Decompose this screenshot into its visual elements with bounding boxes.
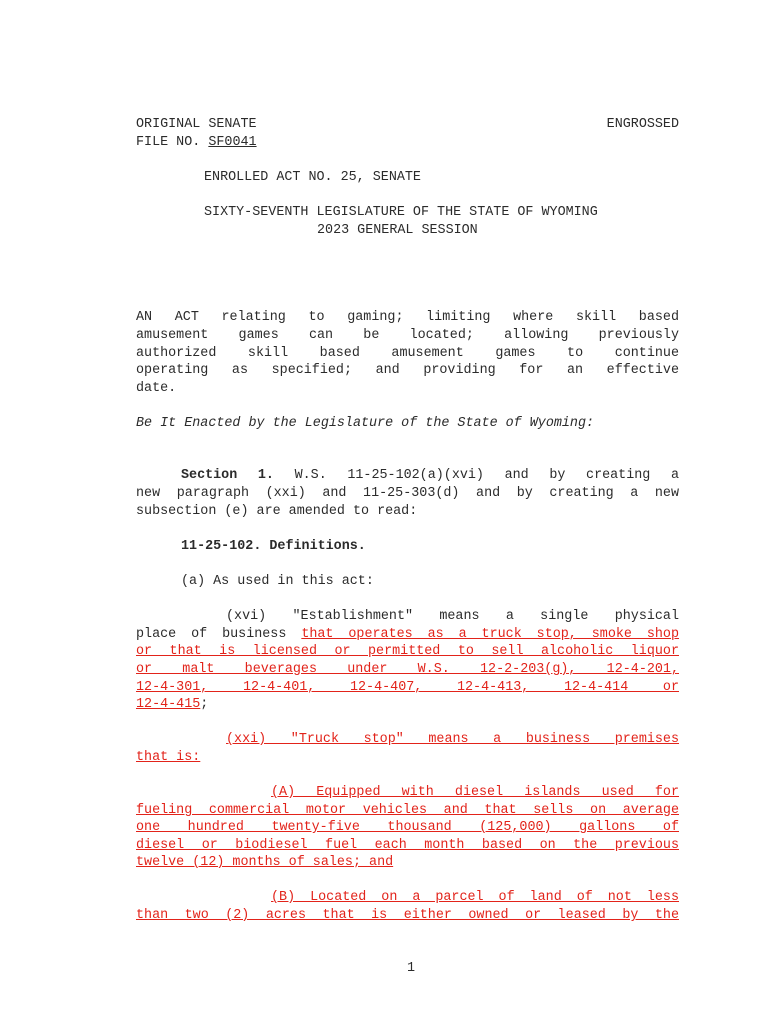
para-xvi-line-2: place of business that operates as a truck stop, smoke shop — [136, 627, 680, 642]
item-b-line-2: than two (2) acres that is either owned or leased by the — [136, 908, 679, 923]
file-number-line — [136, 134, 257, 152]
amendment-text: that operates as a truck stop, smoke shop — [301, 627, 680, 642]
file-number: SF0041 — [208, 135, 257, 150]
title-line-2: amusement games can be located; allowing previously — [136, 328, 679, 343]
para-xvi-line-5: 12-4-301, 12-4-401, 12-4-407, 12-4-413, 12-4-414 or — [136, 680, 679, 695]
item-a-line-3: one hundred twenty-five thousand (125,000) gallons of — [136, 820, 679, 835]
page-number: 1 — [407, 961, 416, 976]
para-xxi-line-1: (xxi) "Truck stop" means a business premises — [226, 732, 679, 747]
file-prefix: FILE NO. — [136, 135, 201, 150]
legislature-line: SIXTY-SEVENTH LEGISLATURE OF THE STATE OF WYOMING — [204, 205, 598, 220]
item-a-line-4: diesel or biodiesel fuel each month based on the previous — [136, 838, 679, 853]
title-line-1: AN ACT relating to gaming; limiting where skill based — [136, 310, 679, 325]
original-senate-label: ORIGINAL SENATE — [136, 117, 257, 132]
title-line-4: operating as specified; and providing for an effective — [136, 363, 679, 378]
subsection-a: (a) As used in this act: — [181, 574, 374, 589]
item-a-line-2: fueling commercial motor vehicles and that sells on average — [136, 803, 679, 818]
title-line-3: authorized skill based amusement games to continue — [136, 346, 679, 361]
item-a-line-1: (A) Equipped with diesel islands used for — [271, 785, 679, 800]
item-b-line-1: (B) Located on a parcel of land of not less — [271, 890, 679, 905]
para-xxi-line-2: that is: — [136, 750, 201, 765]
session-line: 2023 GENERAL SESSION — [317, 223, 478, 238]
para-xvi-line-3: or that is licensed or permitted to sell alcoholic liquor — [136, 644, 679, 659]
enrolled-act-line: ENROLLED ACT NO. 25, SENATE — [204, 170, 421, 185]
definitions-heading: 11-25-102. Definitions. — [181, 539, 366, 554]
para-xvi-line-6: 12-4-415; — [136, 697, 209, 712]
item-a-line-5: twelve (12) months of sales; and — [136, 855, 394, 870]
para-xvi-line-4: or malt beverages under W.S. 12-2-203(g), 12-4-201, — [136, 662, 679, 677]
section-1-label: Section 1. — [181, 468, 274, 483]
section-1-line-2: new paragraph (xxi) and 11-25-303(d) and by creating a new — [136, 486, 679, 501]
para-xvi-line-1: (xvi) "Establishment" means a single physical — [226, 609, 679, 624]
section-1-line-3: subsection (e) are amended to read: — [136, 504, 418, 519]
title-line-5: date. — [136, 381, 177, 396]
enacting-clause: Be It Enacted by the Legislature of the State of Wyoming: — [136, 416, 595, 431]
engrossed-label: ENGROSSED — [606, 117, 679, 132]
section-1-line-1: Section 1. W.S. 11-25-102(a)(xvi) and by creating a — [181, 468, 679, 483]
